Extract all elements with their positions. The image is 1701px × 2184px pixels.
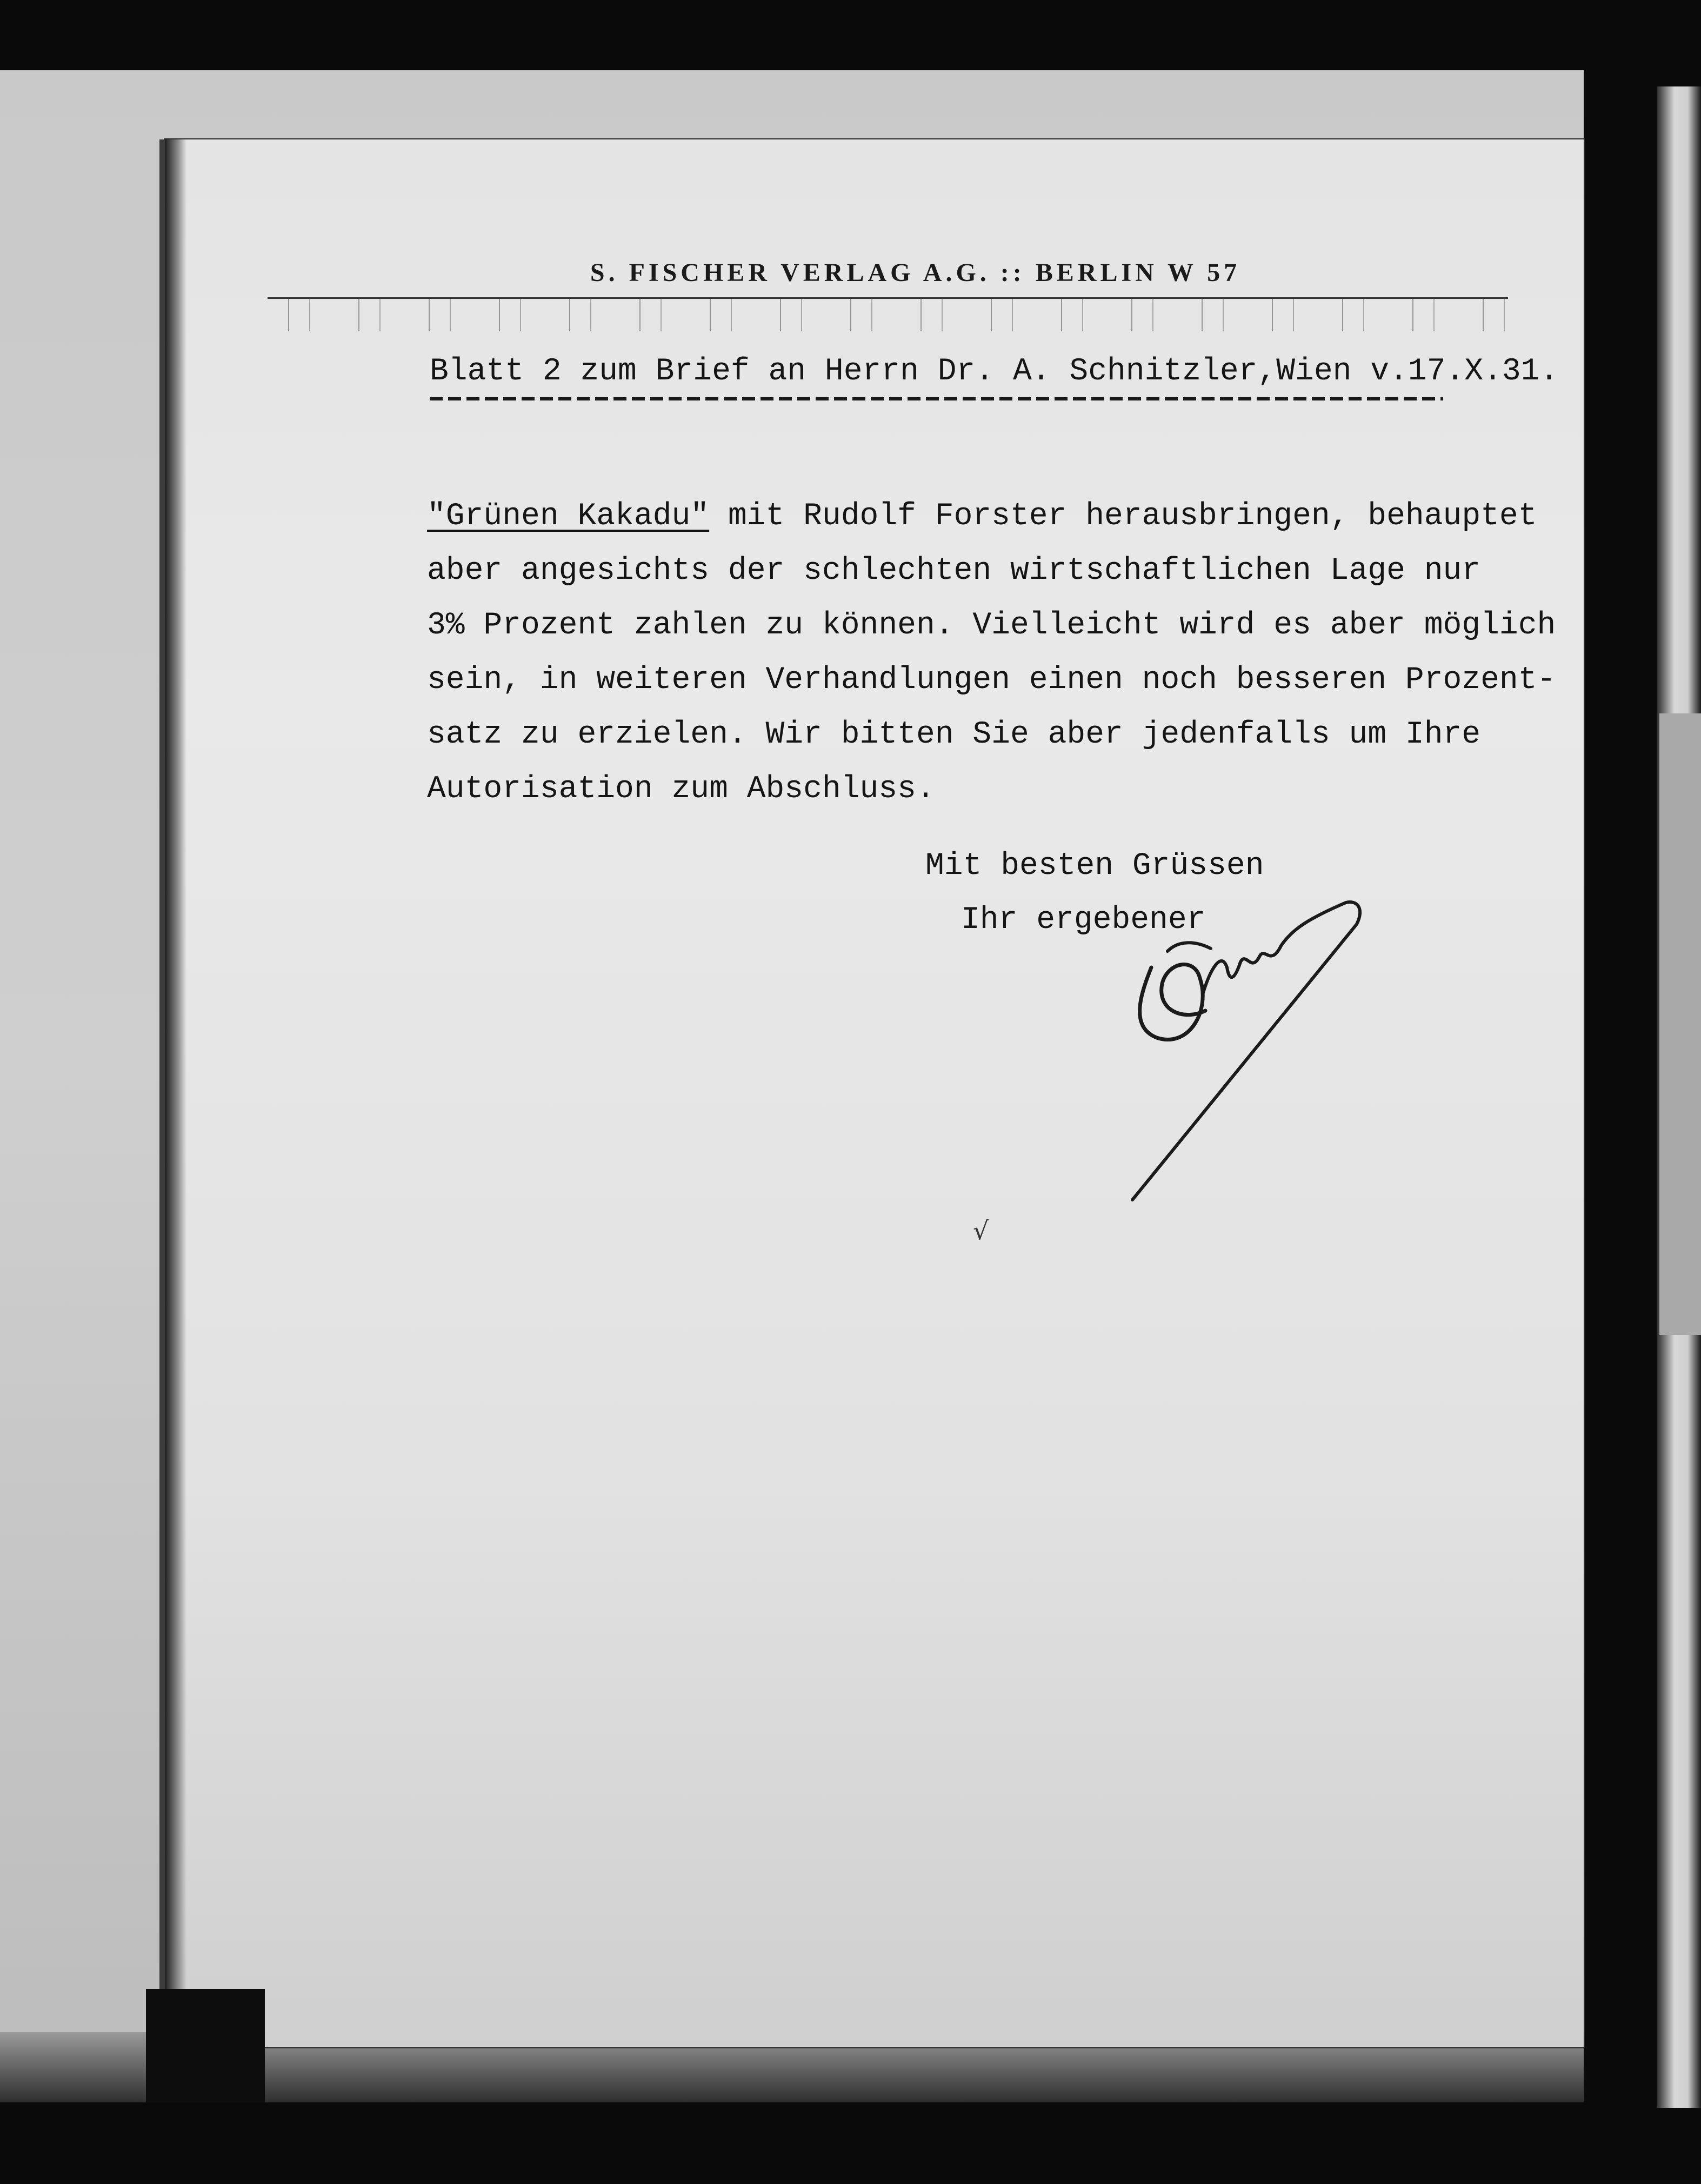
check-mark: √ bbox=[973, 1216, 989, 1245]
body-line-1 bbox=[427, 489, 1537, 544]
closing-greeting: Mit besten Grüssen bbox=[925, 849, 1264, 884]
body-line-4: sein, in weiteren Verhandlungen einen noch besseren Prozent- bbox=[427, 663, 1556, 698]
sheet-header: Blatt 2 zum Brief an Herrn Dr. A. Schnitzler,Wien v.17.X.31. bbox=[430, 354, 1559, 389]
play-title: "Grünen Kakadu" bbox=[427, 499, 710, 534]
closing-valediction: Ihr ergebener bbox=[961, 903, 1206, 938]
letterhead-ruler-ticks bbox=[268, 299, 1508, 331]
body-line-3: 3% Prozent zahlen zu können. Vielleicht wird es aber möglich bbox=[427, 608, 1556, 643]
letter-body bbox=[427, 489, 1556, 817]
body-line-1-rest: mit Rudolf Forster herausbringen, behauptet bbox=[709, 499, 1537, 534]
body-line-2: aber angesichts der schlechten wirtschaftlichen Lage nur bbox=[427, 553, 1481, 589]
corner-shadow bbox=[146, 1989, 265, 2102]
sheet-header-dashed-rule bbox=[430, 397, 1443, 400]
letterhead: S. FISCHER VERLAG A.G. :: BERLIN W 57 bbox=[590, 258, 1241, 287]
handwritten-signature-icon bbox=[1119, 886, 1411, 1211]
body-line-6: Autorisation zum Abschluss. bbox=[427, 772, 935, 807]
adjacent-page-tab bbox=[1659, 713, 1701, 1335]
body-line-5: satz zu erzielen. Wir bitten Sie aber jedenfalls um Ihre bbox=[427, 717, 1481, 752]
page-left-fold bbox=[165, 139, 186, 2047]
